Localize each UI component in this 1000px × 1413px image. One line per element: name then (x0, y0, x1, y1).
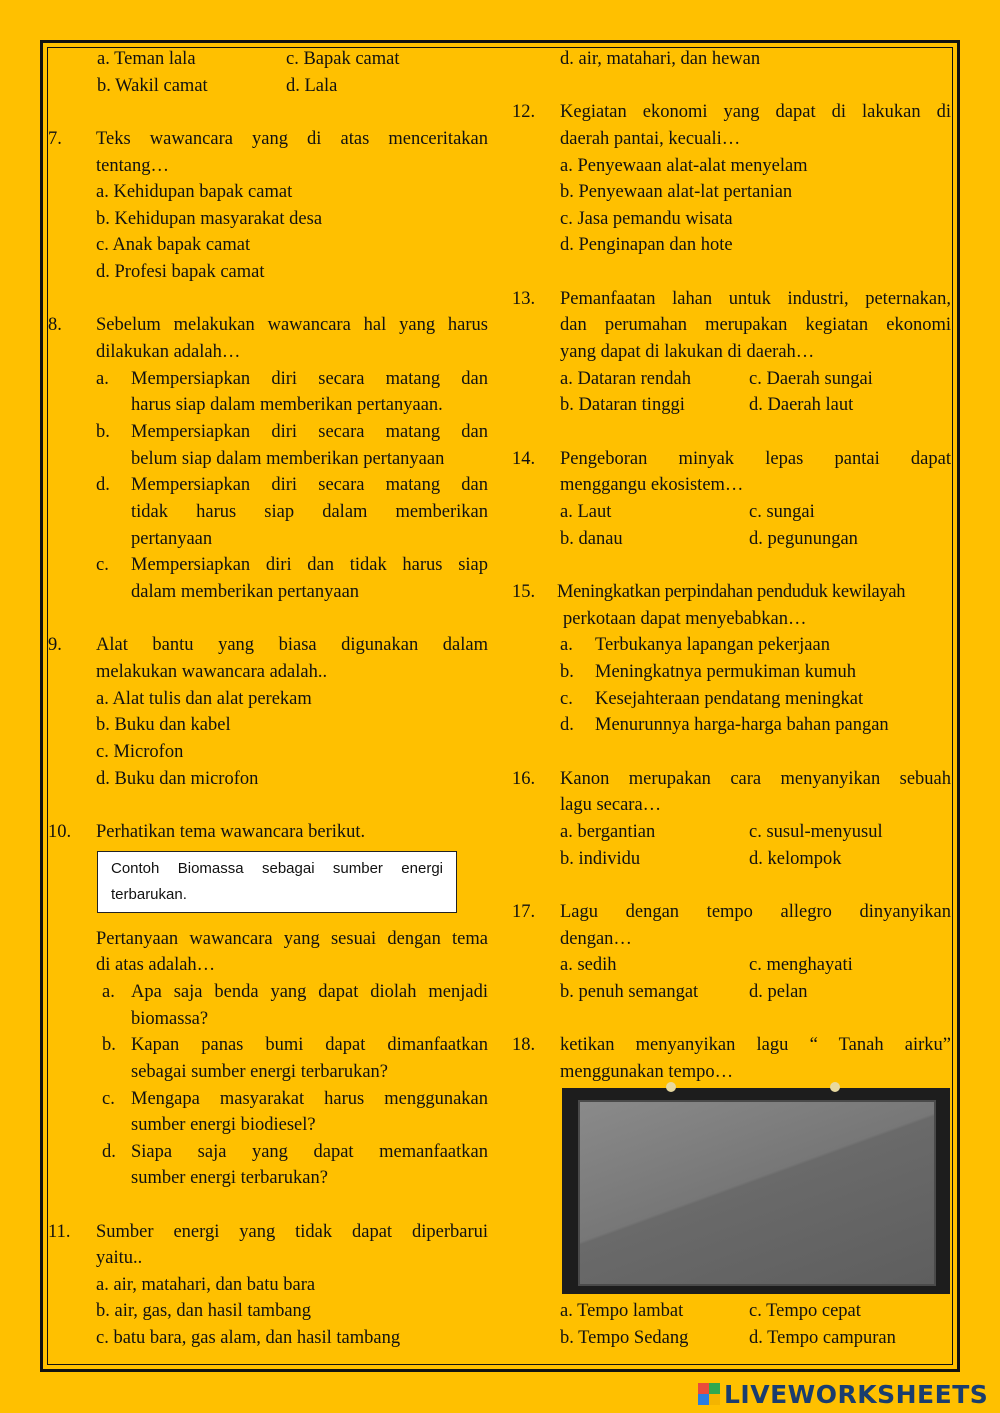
q10-option-a-cont: biomassa? (131, 1009, 209, 1029)
q11-option-a[interactable]: a. air, matahari, dan batu bara (96, 1275, 316, 1295)
q13-stem-cont2: yang dapat di lakukan di daerah… (560, 342, 815, 362)
q10-option-a[interactable]: Apa saja benda yang dapat diolah menjadi (131, 982, 488, 1002)
q7-number: 7. (48, 129, 62, 149)
q14-option-d[interactable]: d. pegunungan (749, 529, 858, 549)
q15-option-d[interactable]: Menurunnya harga-harga bahan pangan (595, 715, 889, 735)
q16-option-d[interactable]: d. kelompok (749, 849, 842, 869)
q6-option-b[interactable]: b. Wakil camat (97, 76, 208, 96)
q7-option-b[interactable]: b. Kehidupan masyarakat desa (96, 209, 323, 229)
q10-option-c[interactable]: Mengapa masyarakat harus menggunakan (131, 1089, 488, 1109)
board-pin-left (666, 1082, 676, 1092)
q15-option-b-letter: b. (560, 662, 574, 682)
q15-stem: Meningkatkan perpindahan penduduk kewilayah (557, 582, 906, 602)
q16-option-b[interactable]: b. individu (560, 849, 641, 869)
q17-option-b[interactable]: b. penuh semangat (560, 982, 699, 1002)
liveworksheets-brand: LIVEWORKSHEETS (724, 1379, 989, 1409)
q12-option-c[interactable]: c. Jasa pemandu wisata (560, 209, 733, 229)
q10-theme-box (97, 851, 457, 913)
q11-stem-cont: yaitu.. (96, 1248, 143, 1268)
q8-option-a-letter: a. (96, 369, 109, 389)
q13-stem: Pemanfaatan lahan untuk industri, peternakan, (560, 289, 951, 309)
q17-stem: Lagu dengan tempo allegro dinyanyikan (560, 902, 951, 922)
q10-option-c-cont: sumber energi biodiesel? (131, 1115, 316, 1135)
q16-number: 16. (512, 769, 536, 789)
q13-option-c[interactable]: c. Daerah sungai (749, 369, 873, 389)
q9-option-d[interactable]: d. Buku dan microfon (96, 769, 259, 789)
q13-option-d[interactable]: d. Daerah laut (749, 395, 854, 415)
q14-stem: Pengeboran minyak lepas pantai dapat (560, 449, 951, 469)
q10-theme-line1: Contoh Biomassa sebagai sumber energi (111, 860, 443, 877)
q8-stem: Sebelum melakukan wawancara hal yang harus (96, 315, 488, 335)
q15-option-b[interactable]: Meningkatnya permukiman kumuh (595, 662, 857, 682)
q10-question-cont: di atas adalah… (96, 955, 216, 975)
q9-option-b[interactable]: b. Buku dan kabel (96, 715, 231, 735)
q16-option-a[interactable]: a. bergantian (560, 822, 656, 842)
q8-option-c[interactable]: Mempersiapkan diri dan tidak harus siap (131, 555, 488, 575)
q17-option-a[interactable]: a. sedih (560, 955, 617, 975)
q12-number: 12. (512, 102, 536, 122)
q8-option-c-cont: dalam memberikan pertanyaan (131, 582, 360, 602)
answer-board-image (562, 1088, 950, 1294)
q7-stem-cont: tentang… (96, 156, 169, 176)
q16-option-c[interactable]: c. susul-menyusul (749, 822, 883, 842)
q10-theme-line2: terbarukan. (111, 886, 187, 903)
q6-option-a[interactable]: a. Teman lala (97, 49, 196, 69)
q15-option-a[interactable]: Terbukanya lapangan pekerjaan (595, 635, 830, 655)
q12-stem-cont: daerah pantai, kecuali… (560, 129, 741, 149)
q18-option-c[interactable]: c. Tempo cepat (749, 1301, 861, 1321)
q7-option-c[interactable]: c. Anak bapak camat (96, 235, 251, 255)
q11-option-b[interactable]: b. air, gas, dan hasil tambang (96, 1301, 312, 1321)
q8-option-d-cont: tidak harus siap dalam memberikan (131, 502, 488, 522)
q10-option-d-letter: d. (102, 1142, 116, 1162)
q9-stem: Alat bantu yang biasa digunakan dalam (96, 635, 488, 655)
q9-number: 9. (48, 635, 62, 655)
q10-question: Pertanyaan wawancara yang sesuai dengan tema (96, 929, 488, 949)
q11-option-d[interactable]: d. air, matahari, dan hewan (560, 49, 761, 69)
q8-option-d-letter: d. (96, 475, 110, 495)
q16-stem-cont: lagu secara… (560, 795, 662, 815)
q18-option-a[interactable]: a. Tempo lambat (560, 1301, 684, 1321)
q7-stem: Teks wawancara yang di atas menceritakan (96, 129, 488, 149)
q8-stem-cont: dilakukan adalah… (96, 342, 241, 362)
q8-option-b[interactable]: Mempersiapkan diri secara matang dan (131, 422, 488, 442)
q9-stem-cont: melakukan wawancara adalah.. (96, 662, 328, 682)
q18-stem: ketikan menyanyikan lagu “ Tanah airku” (560, 1035, 951, 1055)
q14-option-b[interactable]: b. danau (560, 529, 623, 549)
q10-option-a-letter: a. (102, 982, 115, 1002)
q10-option-d-cont: sumber energi terbarukan? (131, 1168, 328, 1188)
liveworksheets-logo-icon (698, 1383, 720, 1405)
q8-option-d[interactable]: Mempersiapkan diri secara matang dan (131, 475, 488, 495)
q16-stem: Kanon merupakan cara menyanyikan sebuah (560, 769, 951, 789)
q6-option-c[interactable]: c. Bapak camat (286, 49, 400, 69)
q7-option-d[interactable]: d. Profesi bapak camat (96, 262, 265, 282)
q10-option-b-cont: sebagai sumber energi terbarukan? (131, 1062, 389, 1082)
q15-number: 15. (512, 582, 536, 602)
q11-number: 11. (48, 1222, 71, 1242)
liveworksheets-logo[interactable] (698, 1378, 988, 1410)
q9-option-c[interactable]: c. Microfon (96, 742, 184, 762)
q7-option-a[interactable]: a. Kehidupan bapak camat (96, 182, 293, 202)
q18-stem-cont: menggunakan tempo… (560, 1062, 734, 1082)
q10-option-d[interactable]: Siapa saja yang dapat memanfaatkan (131, 1142, 488, 1162)
q15-option-a-letter: a. (560, 635, 573, 655)
q10-stem: Perhatikan tema wawancara berikut. (96, 822, 366, 842)
q15-option-c[interactable]: Kesejahteraan pendatang meningkat (595, 689, 864, 709)
q12-option-a[interactable]: a. Penyewaan alat-alat menyelam (560, 156, 808, 176)
q12-stem: Kegiatan ekonomi yang dapat di lakukan di (560, 102, 951, 122)
q10-option-b-letter: b. (102, 1035, 116, 1055)
q8-option-a-cont: harus siap dalam memberikan pertanyaan. (131, 395, 443, 415)
q17-stem-cont: dengan… (560, 929, 632, 949)
q10-option-c-letter: c. (102, 1089, 115, 1109)
q13-number: 13. (512, 289, 536, 309)
q13-option-b[interactable]: b. Dataran tinggi (560, 395, 685, 415)
q18-option-b[interactable]: b. Tempo Sedang (560, 1328, 689, 1348)
q12-option-d[interactable]: d. Penginapan dan hote (560, 235, 733, 255)
q8-option-a[interactable]: Mempersiapkan diri secara matang dan (131, 369, 488, 389)
answer-board-face[interactable] (578, 1100, 936, 1286)
q14-option-a[interactable]: a. Laut (560, 502, 612, 522)
q18-number: 18. (512, 1035, 536, 1055)
q8-option-b-cont: belum siap dalam memberikan pertanyaan (131, 449, 445, 469)
q11-option-c[interactable]: c. batu bara, gas alam, dan hasil tambang (96, 1328, 401, 1348)
q15-stem-cont: perkotaan dapat menyebabkan… (563, 609, 807, 629)
q10-number: 10. (48, 822, 72, 842)
q17-number: 17. (512, 902, 536, 922)
q17-option-c[interactable]: c. menghayati (749, 955, 853, 975)
board-pin-right (830, 1082, 840, 1092)
q12-option-b[interactable]: b. Penyewaan alat-lat pertanian (560, 182, 793, 202)
q11-stem: Sumber energi yang tidak dapat diperbarui (96, 1222, 488, 1242)
q14-number: 14. (512, 449, 536, 469)
q15-option-c-letter: c. (560, 689, 573, 709)
q8-option-c-letter: c. (96, 555, 109, 575)
q14-stem-cont: menggangu ekosistem… (560, 475, 744, 495)
q17-option-d[interactable]: d. pelan (749, 982, 808, 1002)
q14-option-c[interactable]: c. sungai (749, 502, 815, 522)
q8-number: 8. (48, 315, 62, 335)
q13-option-a[interactable]: a. Dataran rendah (560, 369, 691, 389)
q8-option-b-letter: b. (96, 422, 110, 442)
q8-option-d-cont2: pertanyaan (131, 529, 213, 549)
q6-option-d[interactable]: d. Lala (286, 76, 338, 96)
q9-option-a[interactable]: a. Alat tulis dan alat perekam (96, 689, 312, 709)
q10-option-b[interactable]: Kapan panas bumi dapat dimanfaatkan (131, 1035, 488, 1055)
q18-option-d[interactable]: d. Tempo campuran (749, 1328, 896, 1348)
q15-option-d-letter: d. (560, 715, 574, 735)
q13-stem-cont: dan perumahan merupakan kegiatan ekonomi (560, 315, 951, 335)
